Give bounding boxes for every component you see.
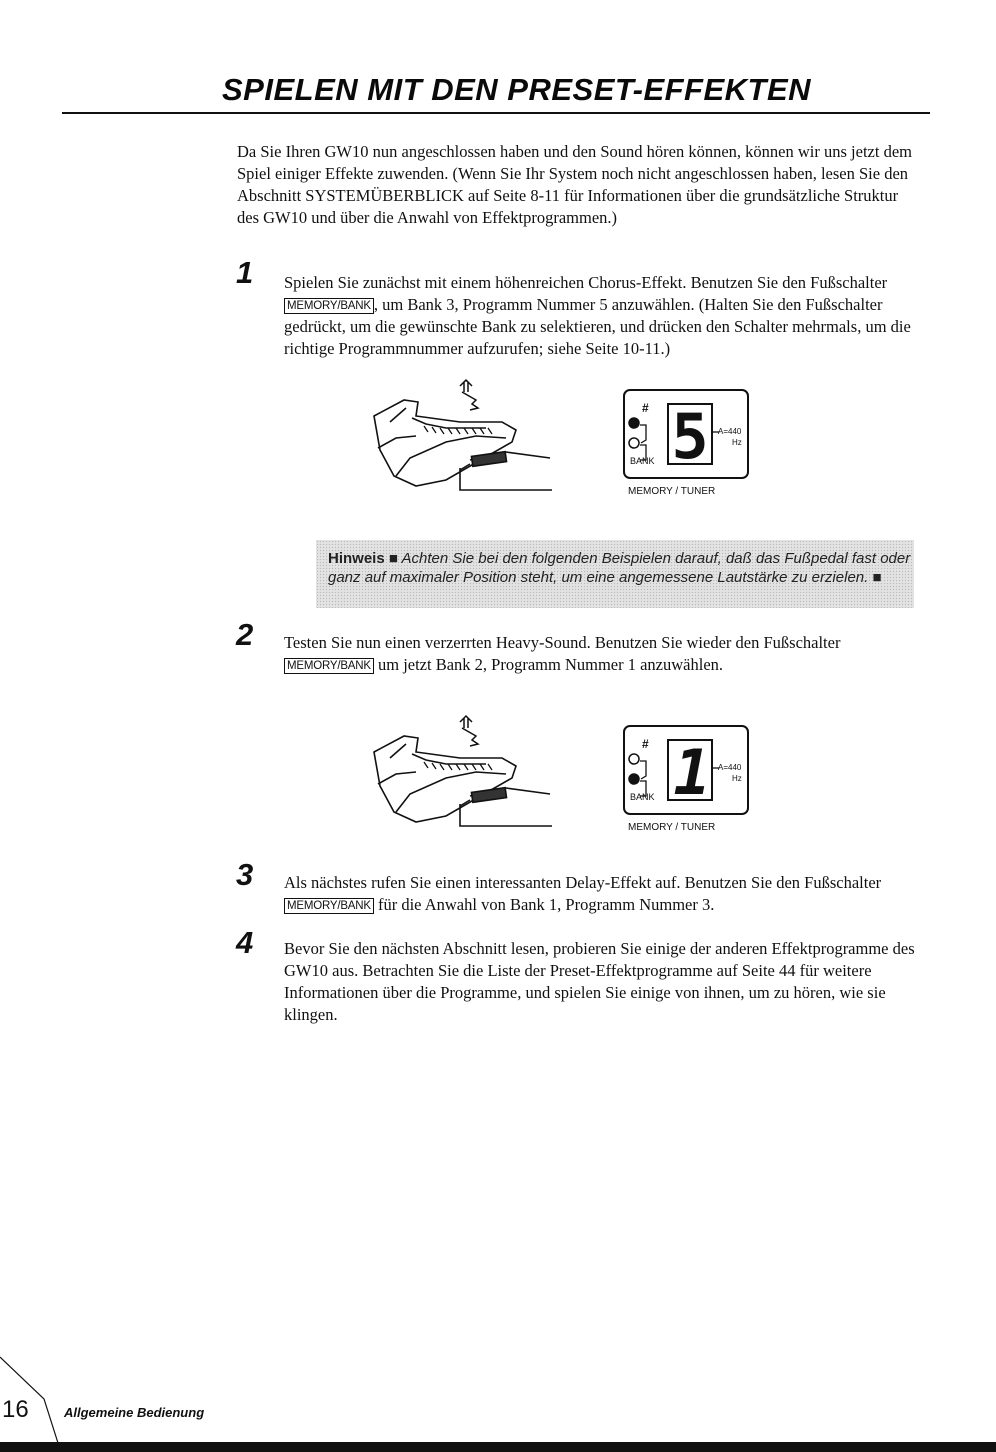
note-square-icon: ■ xyxy=(388,550,398,567)
note-box xyxy=(316,540,914,608)
bank-indicator-lower xyxy=(629,438,639,448)
freq-label: A=440 xyxy=(718,427,742,436)
display-caption: MEMORY / TUNER xyxy=(628,822,716,833)
sharp-label: # xyxy=(642,737,649,751)
memory-bank-key: MEMORY/BANK xyxy=(284,898,374,914)
step-4-number: 4 xyxy=(236,925,254,960)
digit-display: 5 xyxy=(671,400,709,473)
step-2-number: 2 xyxy=(236,617,254,652)
step-4-text: Bevor Sie den nächsten Abschnitt lesen, probieren Sie einige der anderen Effektprogramme des GW10 aus. Betrachten Sie die Liste der Preset-Effektprogramme auf Seite 44 für weitere Informationen über die Programme, und spielen Sie einige von ihnen, um zu hören, wie sie klingen. xyxy=(284,939,915,1024)
note-end-square-icon: ■ xyxy=(872,569,882,586)
step-2-text-a: Testen Sie nun einen verzerrten Heavy-Sound. Benutzen Sie wieder den Fußschalter xyxy=(284,633,841,652)
step-3-number: 3 xyxy=(236,857,254,892)
shoe-icon xyxy=(374,400,516,486)
freq-label: A=440 xyxy=(718,763,742,772)
bank-indicator-upper xyxy=(629,418,639,428)
led-display-2 xyxy=(622,724,752,841)
step-1-text-b: , um Bank 3, Programm Nummer 5 anzuwählen. (Halten Sie den Fußschalter gedrückt, um die gewünschte Bank zu selektieren, und drücken den Schalter mehrmals, um die richtige Programmnummer aufzurufen; siehe Seite 10-11.) xyxy=(284,295,911,358)
footswitch-pedal xyxy=(460,452,552,490)
shoe-icon xyxy=(374,736,516,822)
step-3-text-a: Als nächstes rufen Sie einen interessanten Delay-Effekt auf. Benutzen Sie den Fußschalter xyxy=(284,873,882,892)
step-1-number: 1 xyxy=(236,255,254,290)
step-1-text xyxy=(284,272,920,360)
led-display-1 xyxy=(622,388,752,505)
step-1-text-a: Spielen Sie zunächst mit einem höhenreichen Chorus-Effekt. Benutzen Sie den Fußschalter xyxy=(284,273,888,292)
step-2-text-b: um jetzt Bank 2, Programm Nummer 1 anzuwählen. xyxy=(373,655,724,674)
title-rule xyxy=(62,112,930,114)
memory-bank-key: MEMORY/BANK xyxy=(284,658,374,674)
sharp-label: # xyxy=(642,401,649,415)
bank-indicator-upper xyxy=(629,754,639,764)
section-label: Allgemeine Bedienung xyxy=(64,1405,205,1420)
memory-bank-key: MEMORY/BANK xyxy=(284,298,374,314)
press-arrow-icon xyxy=(460,380,478,410)
note-text: Achten Sie bei den folgenden Beispielen darauf, daß das Fußpedal fast oder ganz auf maximaler Position steht, um eine angemessene Lautstärke zu erzielen. xyxy=(328,550,911,586)
page-title: SPIELEN MIT DEN PRESET-EFFEKTEN xyxy=(222,72,812,107)
note-label: Hinweis xyxy=(328,550,385,567)
bottom-bar xyxy=(0,1442,996,1452)
step-3-text-b: für die Anwahl von Bank 1, Programm Nummer 3. xyxy=(373,895,715,914)
intro-paragraph: Da Sie Ihren GW10 nun angeschlossen haben und den Sound hören können, können wir uns jetzt dem Spiel einiger Effekte zuwenden. (Wenn Sie Ihr System noch nicht angeschlossen haben, lesen Sie den Abschnitt SYSTEMÜBERBLICK auf Seite 8-11 für Informationen über die grundsätzliche Struktur des GW10 und über die Anwahl von Effektprogrammen.) xyxy=(237,142,912,227)
step-3-text xyxy=(284,872,920,916)
hz-label: Hz xyxy=(732,774,742,783)
bank-indicator-lower xyxy=(629,774,639,784)
step-2-text xyxy=(284,632,920,676)
digit-display: 1 xyxy=(673,736,711,809)
bank-label: BANK xyxy=(630,456,655,466)
footswitch-pedal xyxy=(460,788,552,826)
press-arrow-icon xyxy=(460,716,478,746)
display-caption: MEMORY / TUNER xyxy=(628,486,716,497)
page-number: 16 xyxy=(2,1396,29,1423)
bank-label: BANK xyxy=(630,792,655,802)
hz-label: Hz xyxy=(732,438,742,447)
